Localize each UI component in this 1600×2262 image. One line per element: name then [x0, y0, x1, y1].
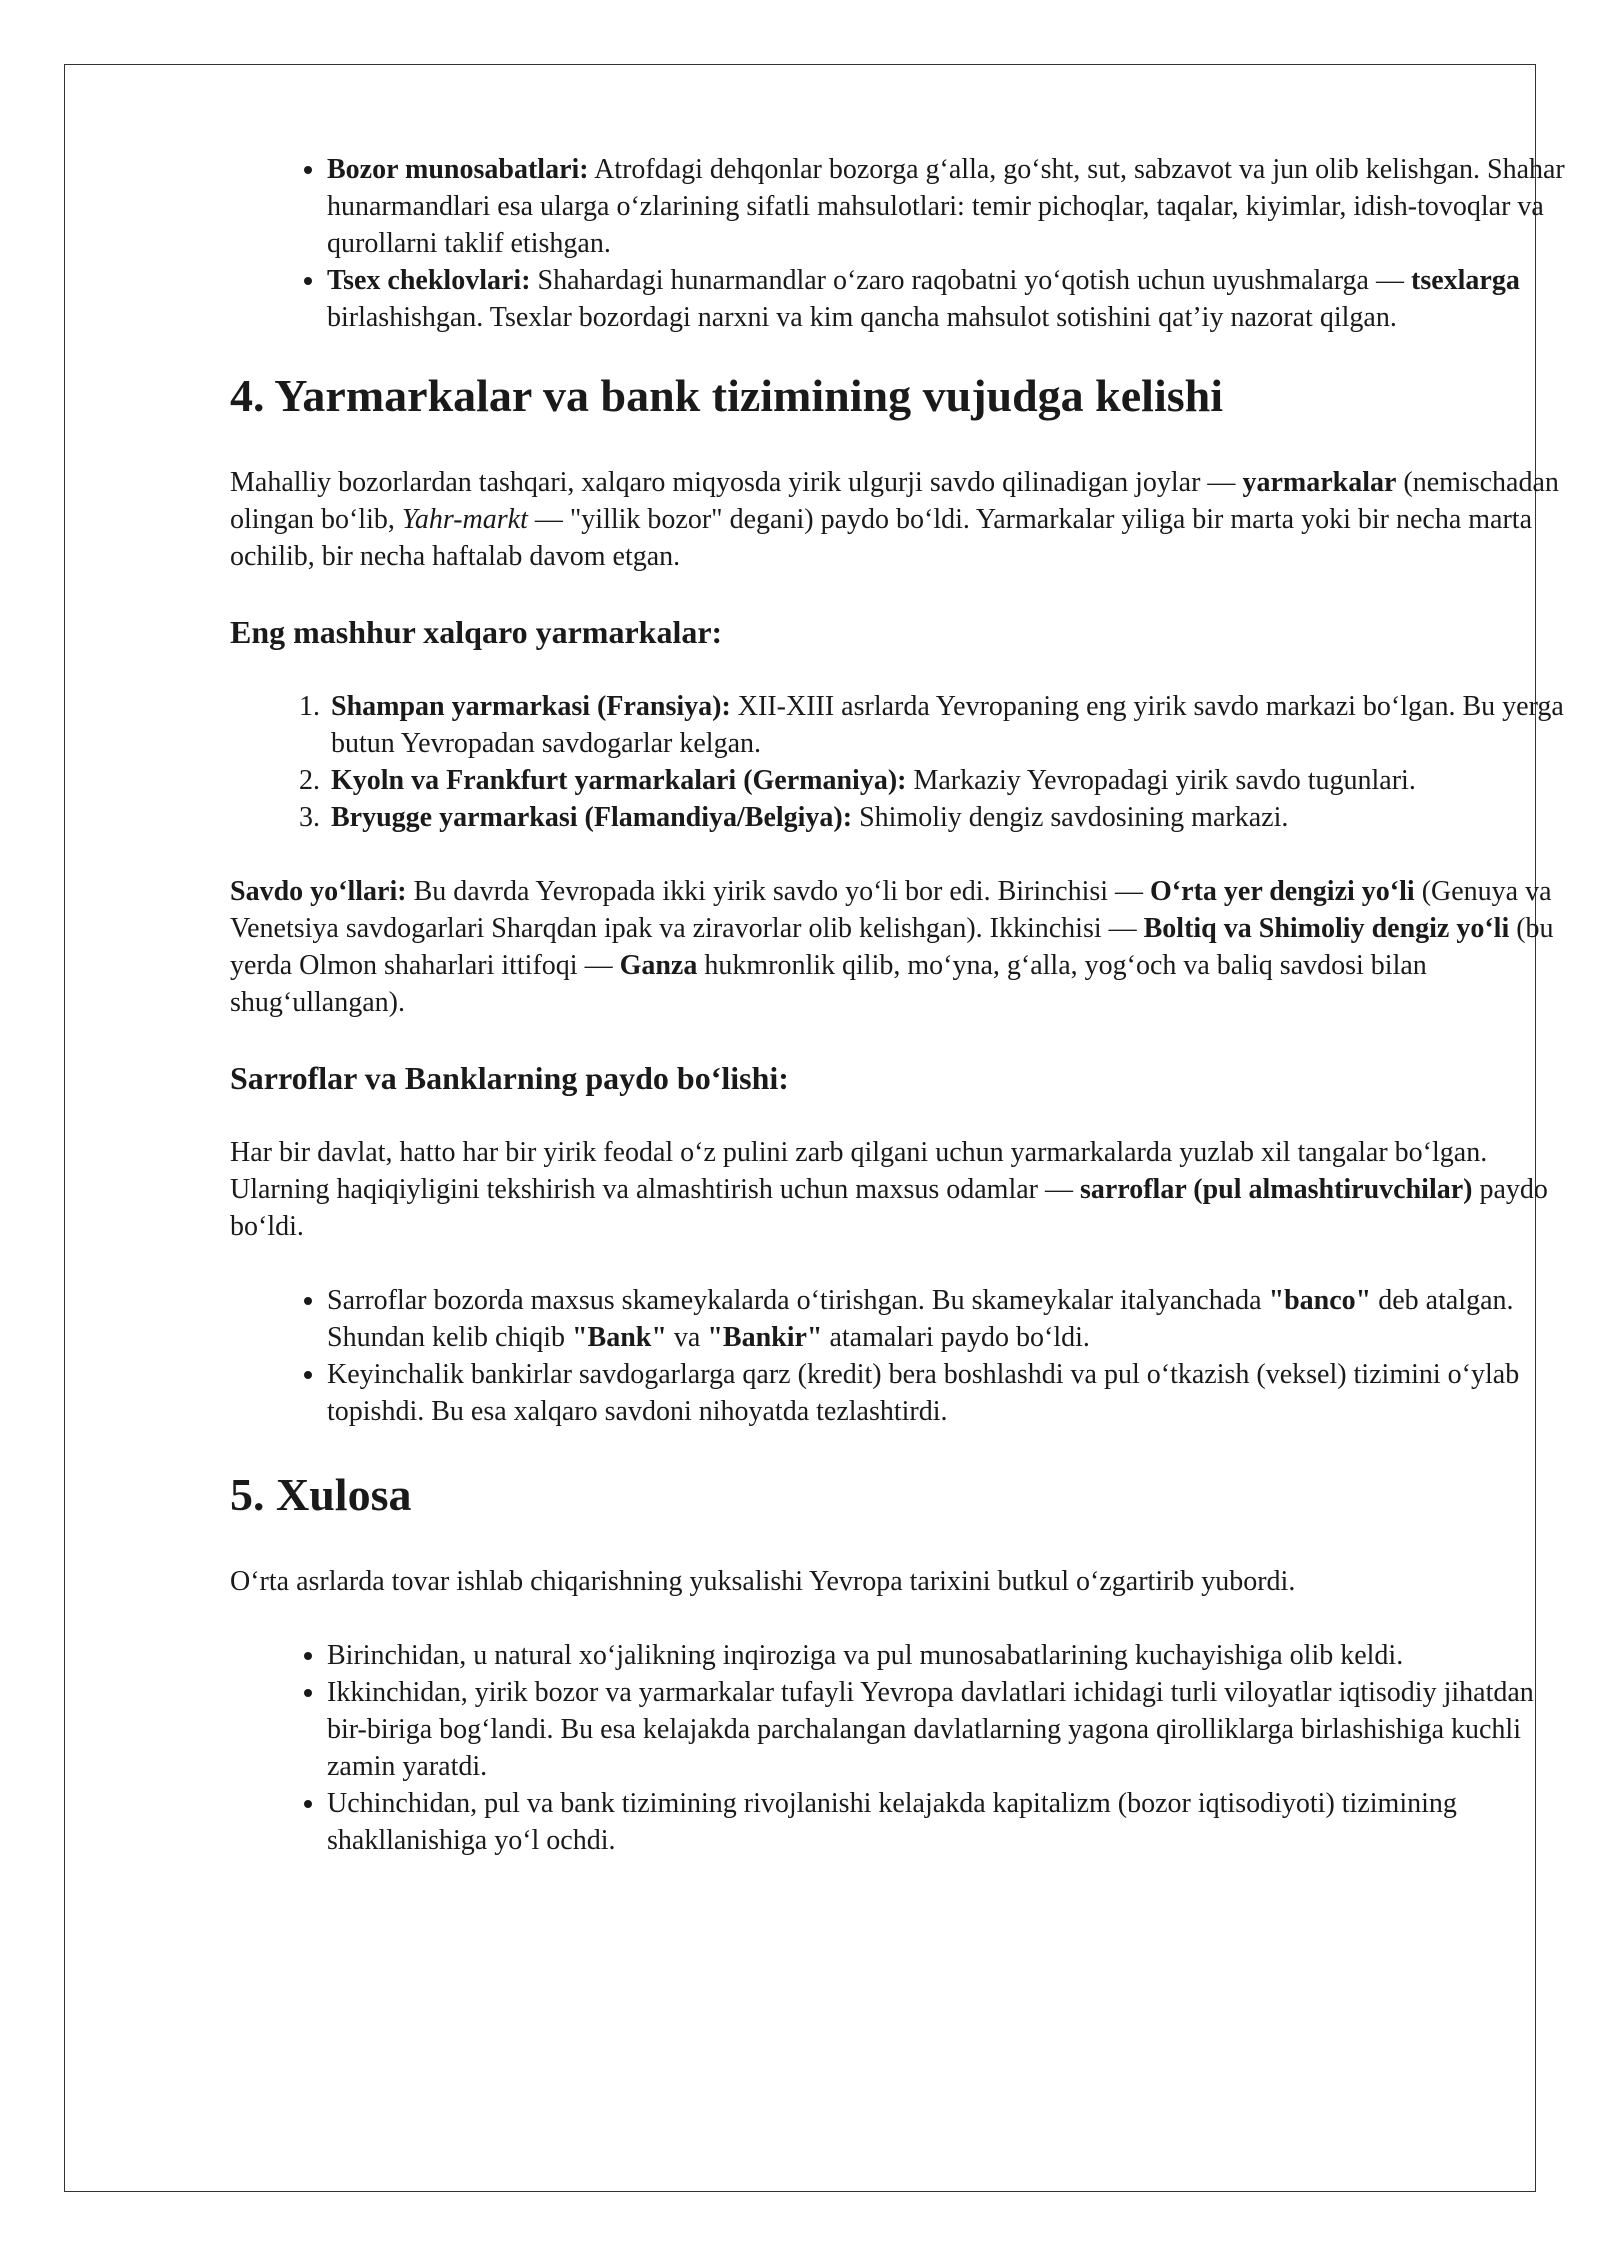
list-item-emphasis: tsexlarga — [1411, 265, 1520, 296]
document-page — [64, 64, 1565, 2192]
banks-intro: Har bir davlat, hatto har bir yirik feodal o‘z pulini zarb qilgani uchun yarmarkalarda yuzlab xil tangalar bo‘lgan. Ularning haqiqiyligini tekshirish va almashtirish uchun maxsus odamlar — sarroflar (pul almashtiruvchilar) paydo bo‘ldi. — [230, 1137, 1548, 1242]
list-item-term: Bozor munosabatlari: — [327, 154, 589, 185]
list-item-text: Atrofdagi dehqonlar bozorga g‘alla, go‘sht, sut, sabzavot va jun olib kelishgan. Shahar hunarmandlari esa ularga o‘zlarining sifatli mahsulotlari: temir pichoqlar, taqalar, kiyimlar, idish-tovoqlar va qurollarni taklif etishgan. — [327, 154, 1565, 259]
banks-list — [230, 1282, 1565, 1430]
section-4-intro: Mahalliy bozorlardan tashqari, xalqaro miqyosda yirik ulgurji savdo qilinadigan joylar — yarmarkalar (nemischadan olingan bo‘lib, Yahr-markt — "yillik bozor" degani) paydo bo‘ldi. Yarmarkalar yiliga bir marta yoki bir necha marta ochilib, bir necha haftalab davom etgan. — [230, 467, 1559, 572]
fairs-list — [230, 688, 1565, 836]
list-item: • Keyinchalik bankirlar savdogarlarga qarz (kredit) bera boshlashdi va pul o‘tkazish (veksel) tizimini o‘ylab topishdi. Bu esa xalqaro savdoni nihoyatda tezlashtirdi. — [327, 1356, 1565, 1430]
section-5-heading: 5. Xulosa — [230, 1469, 412, 1520]
list-item: • Ikkinchidan, yirik bozor va yarmarkalar tufayli Yevropa davlatlari ichidagi turli viloyatlar iqtisodiy jihatdan bir-biriga bog‘landi. Bu esa kelajakda parchalangan davlatlarning yagona qirolliklarga birlashishiga kuchli zamin yaratdi. — [327, 1674, 1565, 1785]
market-relations-list — [230, 151, 1565, 336]
list-item: • Sarroflar bozorda maxsus skameykalarda o‘tirishgan. Bu skameykalar italyanchada "banco" deb atalgan. Shundan kelib chiqib "Bank" va "Bankir" atamalari paydo bo‘ldi. — [327, 1282, 1565, 1356]
trade-routes-paragraph: Savdo yo‘llari: Bu davrda Yevropada ikki yirik savdo yo‘li bor edi. Birinchisi — O‘rta yer dengizi yo‘li (Genuya va Venetsiya savdogarlari Sharqdan ipak va ziravorlar olib kelishgan). Ikkinchisi — Boltiq va Shimoliy dengiz yo‘li (bu yerda Olmon shaharlari ittifoqi — Ganza hukmronlik qilib, mo‘yna, g‘alla, yog‘och va baliq savdosi bilan shug‘ullangan). — [230, 876, 1554, 1018]
section-5-intro: O‘rta asrlarda tovar ishlab chiqarishning yuksalishi Yevropa tarixini butkul o‘zgartirib yubordi. — [230, 1566, 1296, 1597]
banks-heading: Sarroflar va Banklarning paydo bo‘lishi: — [230, 1060, 789, 1096]
list-item: 3. Bryugge yarmarkasi (Flamandiya/Belgiya): Shimoliy dengiz savdosining markazi. — [327, 799, 1565, 836]
list-item-text: birlashishgan. Tsexlar bozordagi narxni va kim qancha mahsulot sotishini qat’iy nazorat qilgan. — [327, 302, 1397, 333]
list-item — [327, 151, 1565, 262]
list-item-text: Shahardagi hunarmandlar o‘zaro raqobatni yo‘qotish uchun uyushmalarga — — [530, 265, 1411, 296]
section-4-heading: 4. Yarmarkalar va bank tizimining vujudga kelishi — [230, 370, 1223, 421]
fairs-heading: Eng mashhur xalqaro yarmarkalar: — [230, 614, 723, 650]
list-item: • Uchinchidan, pul va bank tizimining rivojlanishi kelajakda kapitalizm (bozor iqtisodiyoti) tizimining shakllanishiga yo‘l ochdi. — [327, 1785, 1565, 1859]
document-content — [230, 151, 1565, 1896]
list-item: • Birinchidan, u natural xo‘jalikning inqiroziga va pul munosabatlarining kuchayishiga olib keldi. — [327, 1637, 1565, 1674]
list-item — [327, 262, 1565, 336]
list-item: 2. Kyoln va Frankfurt yarmarkalari (Germaniya): Markaziy Yevropadagi yirik savdo tugunlari. — [327, 762, 1565, 799]
list-item: 1. Shampan yarmarkasi (Fransiya): XII-XIII asrlarda Yevropaning eng yirik savdo markazi bo‘lgan. Bu yerga butun Yevropadan savdogarlar kelgan. — [327, 688, 1565, 762]
conclusion-list — [230, 1637, 1565, 1859]
list-item-term: Tsex cheklovlari: — [327, 265, 531, 296]
